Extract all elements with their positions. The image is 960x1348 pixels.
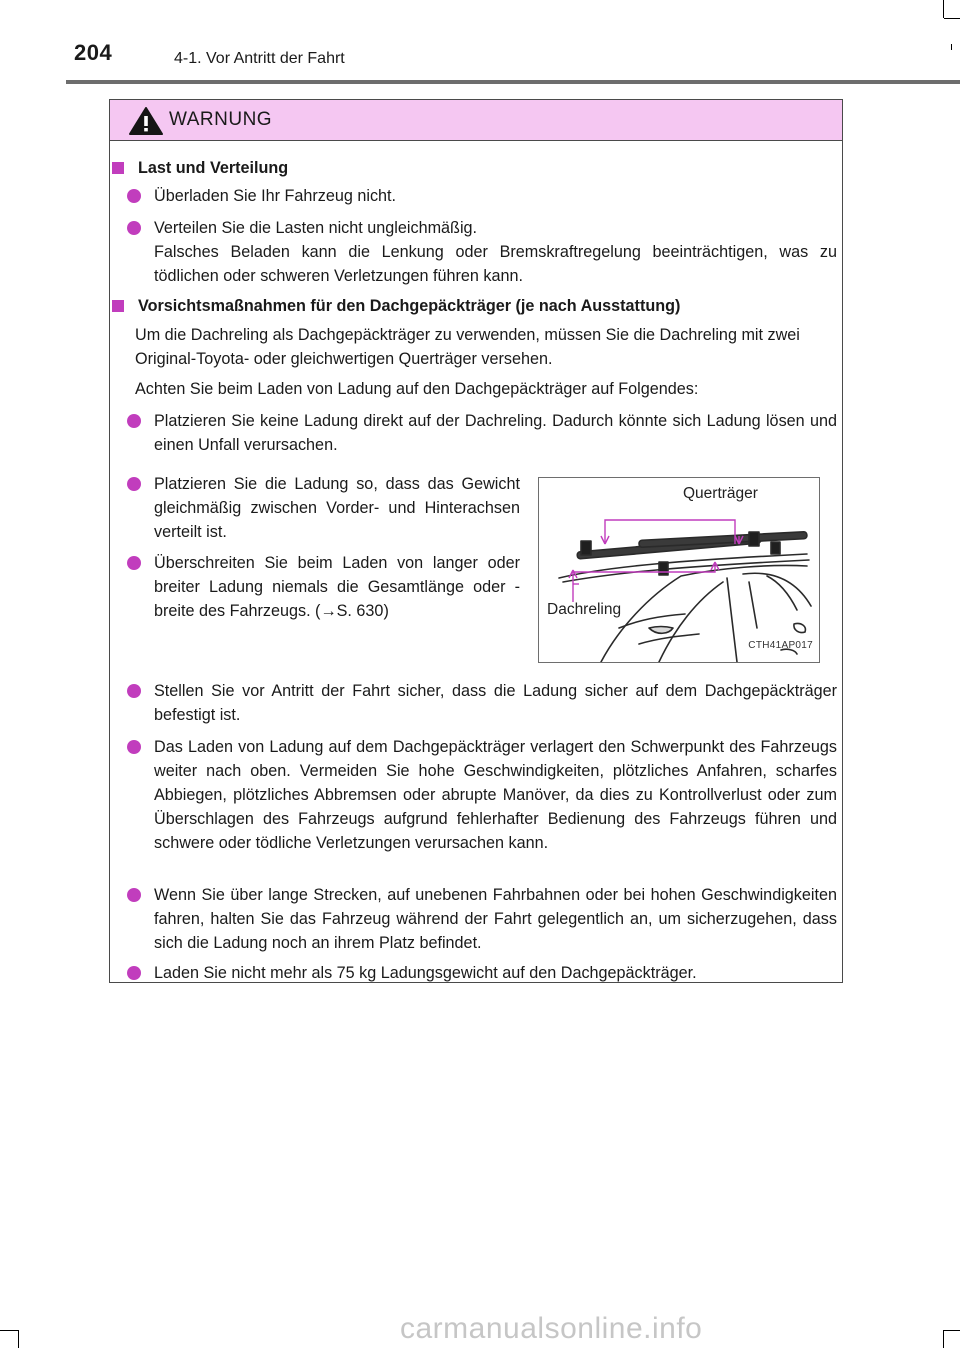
- warning-header: [110, 100, 842, 141]
- bullet-dot-icon: [127, 221, 141, 235]
- square-bullet-icon: [112, 162, 124, 174]
- square-bullet-icon: [112, 300, 124, 312]
- list-item: Wenn Sie über lange Strecken, auf unebenen Fahrbahnen oder bei hohen Geschwindigkeiten fahren, halten Sie das Fahrzeug während der Fahrt gelegentlich an, um sicherzugehen, dass sich die Ladung noch an ihrem Platz befindet.: [154, 883, 837, 955]
- warning-box: [109, 99, 843, 983]
- crop-mark: [943, 1330, 944, 1348]
- page-number: 204: [74, 40, 113, 65]
- warning-triangle-icon: [128, 106, 164, 136]
- list-item: Überladen Sie Ihr Fahrzeug nicht.: [154, 184, 837, 208]
- bullet-dot-icon: [127, 477, 141, 491]
- figure-label-crossbar: Querträger: [683, 485, 758, 502]
- list-item: Verteilen Sie die Lasten nicht ungleichmäßig.: [154, 216, 837, 240]
- bullet-dot-icon: [127, 556, 141, 570]
- bullet-dot-icon: [127, 684, 141, 698]
- section-title: 4-1. Vor Antritt der Fahrt: [174, 50, 345, 67]
- crop-mark: [944, 1330, 960, 1331]
- bullet-dot-icon: [127, 414, 141, 428]
- list-item: Platzieren Sie keine Ladung direkt auf der Dachreling. Dadurch könnte sich Ladung lösen und einen Unfall verursachen.: [154, 409, 837, 457]
- list-item: Stellen Sie vor Antritt der Fahrt sicher, dass die Ladung sicher auf dem Dachgepäckträger befestigt ist.: [154, 679, 837, 727]
- intro-paragraph: Achten Sie beim Laden von Ladung auf den Dachgepäckträger auf Folgendes:: [135, 380, 699, 398]
- list-item: Platzieren Sie die Ladung so, dass das Gewicht gleichmäßig zwischen Vorder- und Hinterachsen verteilt ist.: [154, 472, 520, 544]
- page-header: [0, 0, 960, 82]
- figure-label-rail: Dachreling: [547, 601, 622, 618]
- crop-mark: [0, 1330, 18, 1331]
- bullet-dot-icon: [127, 888, 141, 902]
- header-divider: [66, 80, 960, 84]
- section-heading: Vorsichtsmaßnahmen für den Dachgepäckträger (je nach Ausstattung): [138, 294, 680, 318]
- list-item: Laden Sie nicht mehr als 75 kg Ladungsgewicht auf den Dachgepäckträger.: [154, 961, 837, 985]
- list-item: Überschreiten Sie beim Laden von langer oder breiter Ladung niemals die Gesamtlänge oder -breite des Fahrzeugs. (→S. 630): [154, 551, 520, 623]
- roof-rack-illustration: [538, 477, 820, 663]
- section-heading: Last und Verteilung: [138, 156, 288, 180]
- watermark: carmanualsonline.info: [400, 1312, 703, 1345]
- bullet-dot-icon: [127, 740, 141, 754]
- list-item-continuation: Falsches Beladen kann die Lenkung oder Bremskraftregelung beeinträchtigen, was zu tödlichen oder schweren Verletzungen führen kann.: [154, 243, 837, 285]
- list-item: Das Laden von Ladung auf dem Dachgepäckträger verlagert den Schwerpunkt des Fahrzeugs weiter nach oben. Vermeiden Sie hohe Geschwindigkeiten, plötzliches Anfahren, scharfes Abbiegen, plötzliches Abbremsen oder abrupte Manöver, da dies zu Kontrollverlust oder zum Überschlagen des Fahrzeugs aufgrund fehlerhafter Bedienung des Fahrzeugs führen und schwere oder tödliche Verletzungen verursachen kann.: [154, 735, 837, 855]
- bullet-dot-icon: [127, 189, 141, 203]
- figure-code: CTH41AP017: [748, 640, 813, 651]
- crop-mark: [18, 1330, 19, 1348]
- intro-paragraph: Um die Dachreling als Dachgepäckträger zu verwenden, müssen Sie die Dachreling mit zwei Original-Toyota- oder gleichwertigen Querträger versehen.: [135, 326, 800, 368]
- warning-title: WARNUNG: [169, 109, 273, 130]
- bullet-dot-icon: [127, 966, 141, 980]
